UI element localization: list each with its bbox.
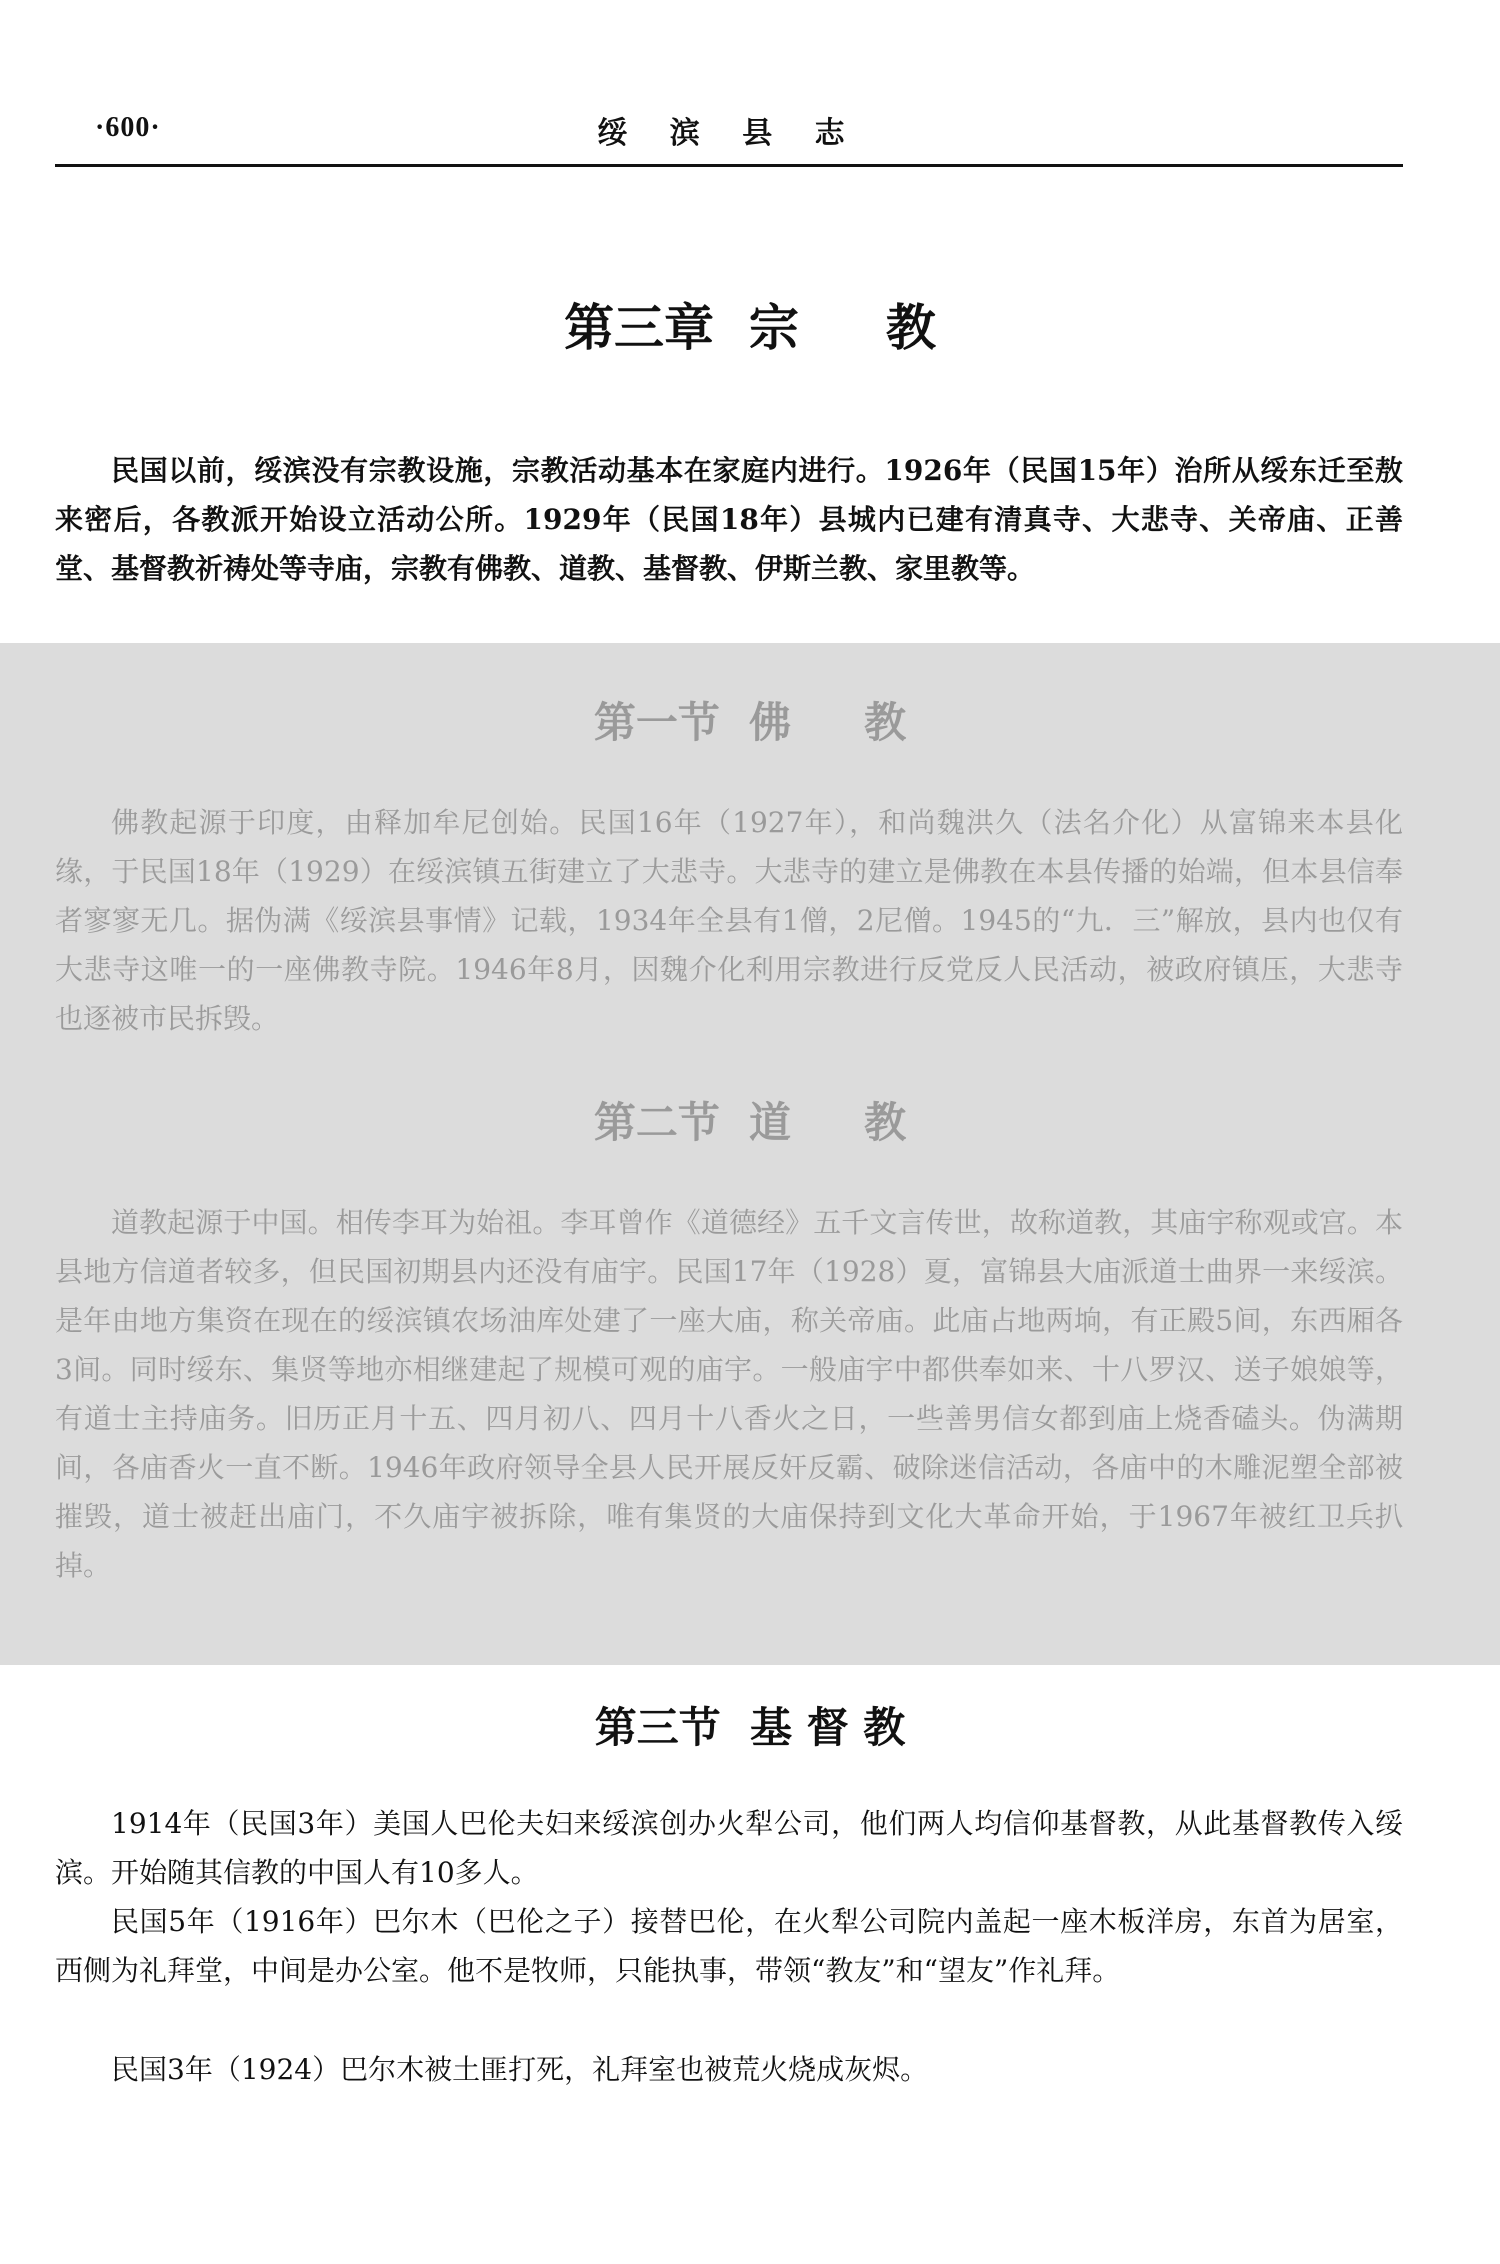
page-header	[55, 108, 1403, 160]
section-body-buddhism: 佛教起源于印度，由释加牟尼创始。民国16年（1927年），和尚魏洪久（法名介化）从富锦来本县化缘，于民国18年（1929）在绥滨镇五街建立了大悲寺。大悲寺的建立是佛教在本县传播的始端，但本县信奉者寥寥无几。据伪满《绥滨县事情》记载，1934年全县有1僧，2尼僧。1945的“九．三”解放，县内也仅有大悲寺这唯一的一座佛教寺院。1946年8月，因魏介化利用宗教进行反党反人民活动，被政府镇压，大悲寺也逐被市民拆毁。	[55, 806, 1403, 1035]
running-title: 绥 滨 县 志	[597, 116, 861, 151]
section-body-christianity-p2: 民国5年（1916年）巴尔木（巴伦之子）接替巴伦，在火犁公司院内盖起一座木板洋房，东首为居室，西侧为礼拜堂，中间是办公室。他不是牧师，只能执事，带领“教友”和“望友”作礼拜。	[55, 1905, 1403, 1987]
section-title-christianity: 第三节 基 督 教	[594, 1703, 906, 1752]
page-number: ·600·	[95, 112, 161, 143]
section-body-christianity-p3: 民国3年（1924）巴尔木被土匪打死，礼拜室也被荒火烧成灰烬。	[111, 2053, 929, 2086]
section-title-taoism: 第二节 道 教	[593, 1098, 907, 1147]
chapter-title: 第三章 宗 教	[564, 299, 936, 357]
header-rule	[55, 164, 1403, 167]
section-body-christianity-p1: 1914年（民国3年）美国人巴伦夫妇来绥滨创办火犁公司，他们两人均信仰基督教，从此基督教传入绥滨。开始随其信教的中国人有10多人。	[55, 1807, 1403, 1889]
section-body-taoism: 道教起源于中国。相传李耳为始祖。李耳曾作《道德经》五千文言传世，故称道教，其庙宇称观或宫。本县地方信道者较多，但民国初期县内还没有庙宇。民国17年（1928）夏，富锦县大庙派道士曲界一来绥滨。是年由地方集资在现在的绥滨镇农场油库处建了一座大庙，称关帝庙。此庙占地两垧，有正殿5间，东西厢各3间。同时绥东、集贤等地亦相继建起了规模可观的庙宇。一般庙宇中都供奉如来、十八罗汉、送子娘娘等，有道士主持庙务。旧历正月十五、四月初八、四月十八香火之日，一些善男信女都到庙上烧香磕头。伪满期间，各庙香火一直不断。1946年政府领导全县人民开展反奸反霸、破除迷信活动，各庙中的木雕泥塑全部被摧毁，道士被赶出庙门，不久庙宇被拆除，唯有集贤的大庙保持到文化大革命开始，于1967年被红卫兵扒掉。	[55, 1206, 1403, 1582]
chapter-intro: 民国以前，绥滨没有宗教设施，宗教活动基本在家庭内进行。1926年（民国15年）治所从绥东迁至敖来密后，各教派开始设立活动公所。1929年（民国18年）县城内已建有清真寺、大悲寺、关帝庙、正善堂、基督教祈祷处等寺庙，宗教有佛教、道教、基督教、伊斯兰教、家里教等。	[55, 454, 1403, 585]
section-title-buddhism: 第一节 佛 教	[593, 698, 907, 747]
